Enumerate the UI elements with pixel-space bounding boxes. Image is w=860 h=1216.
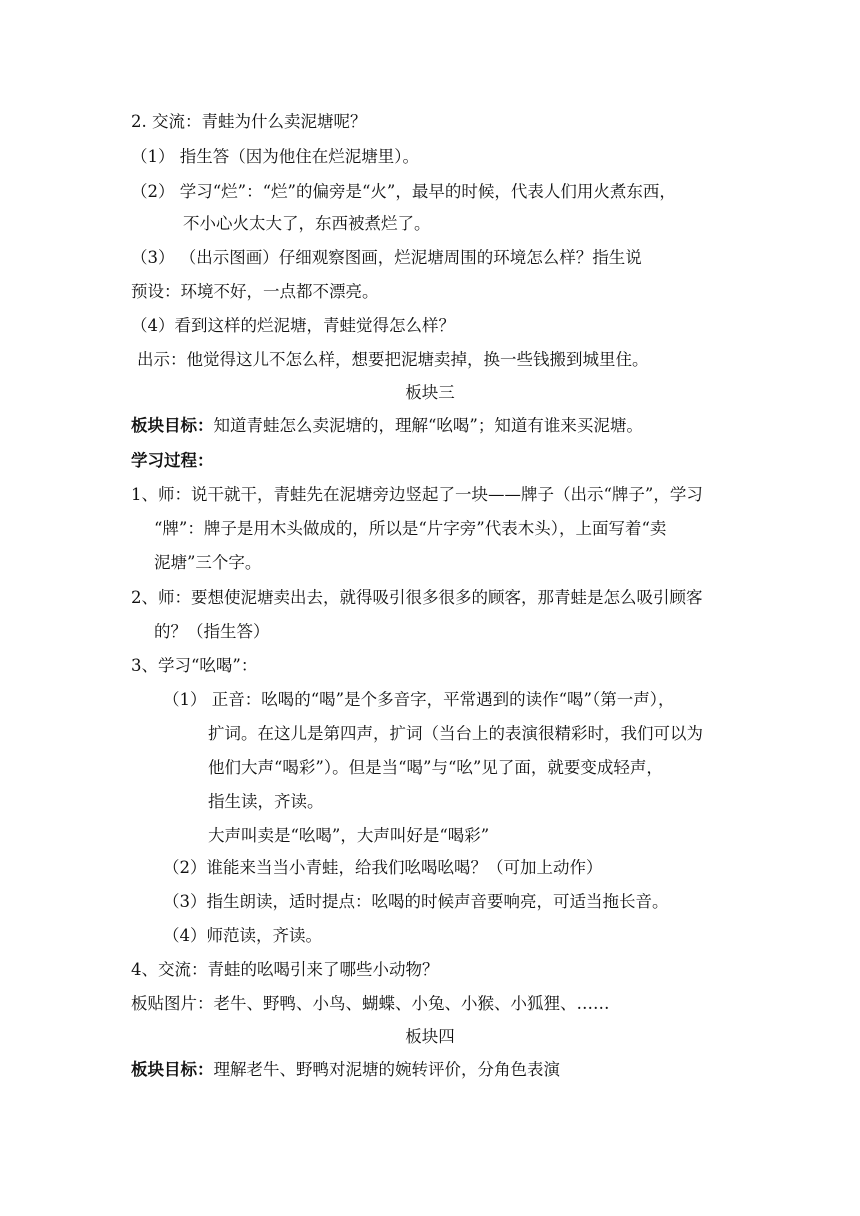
step-3-sub-1-cont-a: 扩词。在这儿是第四声，扩词（当台上的表演很精彩时，我们可以为 xyxy=(208,724,703,743)
step-1: 1、师：说干就干，青蛙先在泥塘旁边竖起了一块——牌子（出示“牌子”，学习 xyxy=(131,485,703,504)
step-3-sub-2: （2）谁能来当当小青蛙，给我们吆喝吆喝？（可加上动作） xyxy=(163,858,603,877)
goal-text-4: 理解老牛、野鸭对泥塘的婉转评价，分角色表演 xyxy=(213,1060,560,1079)
step-3-sub-4: （4）师范读，齐读。 xyxy=(163,926,322,945)
section-3-goal xyxy=(131,415,643,437)
sub-item-4: （4）看到这样的烂泥塘，青蛙觉得怎么样？ xyxy=(131,316,455,335)
section-3-heading: 板块三 xyxy=(405,383,455,402)
learning-process-label: 学习过程： xyxy=(131,451,214,470)
goal-label: 板块目标： xyxy=(131,416,214,435)
step-3-sub-1-cont-b: 他们大声“喝彩”）。但是当“喝”与“吆”见了面，就要变成轻声， xyxy=(208,758,663,777)
step-3-sub-1-cont-c: 指生读，齐读。 xyxy=(208,792,324,811)
step-2-cont: 的？（指生答） xyxy=(154,622,270,641)
sub-item-3: （3） （出示图画）仔细观察图画，烂泥塘周围的环境怎么样？指生说 xyxy=(131,248,642,267)
preset-line: 预设：环境不好，一点都不漂亮。 xyxy=(131,282,379,301)
step-3-sub-1: （1） 正音：吆喝的“喝”是个多音字，平常遇到的读作“喝”（第一声）， xyxy=(163,690,675,709)
step-3-sub-1-note: 大声叫卖是“吆喝”，大声叫好是“喝彩” xyxy=(208,826,490,845)
sub-item-2-cont: 不小心火太大了，东西被煮烂了。 xyxy=(183,214,431,233)
step-3: 3、学习“吆喝”： xyxy=(131,656,258,675)
sub-item-1: （1） 指生答（因为他住在烂泥塘里）。 xyxy=(131,147,419,166)
sub-item-2: （2） 学习“烂”：“烂”的偏旁是“火”，最早的时候，代表人们用火煮东西， xyxy=(131,182,676,201)
step-3-sub-3: （3）指生朗读，适时提点：吆喝的时候声音要响亮，可适当拖长音。 xyxy=(163,892,669,911)
step-1-cont-a: “牌”：牌子是用木头做成的，所以是“片字旁”代表木头），上面写着“卖 xyxy=(154,519,667,538)
goal-label-4: 板块目标： xyxy=(131,1060,214,1079)
step-1-cont-b: 泥塘”三个字。 xyxy=(154,553,262,572)
item-2-exchange: 2. 交流：青蛙为什么卖泥塘呢？ xyxy=(131,112,367,131)
step-2: 2、师：要想使泥塘卖出去，就得吸引很多很多的顾客，那青蛙是怎么吸引顾客 xyxy=(131,588,703,607)
show-line: 出示：他觉得这儿不怎么样，想要把泥塘卖掉，换一些钱搬到城里住。 xyxy=(137,350,649,369)
section-4-heading: 板块四 xyxy=(405,1027,455,1046)
board-pictures: 板贴图片：老牛、野鸭、小鸟、蝴蝶、小兔、小猴、小狐狸、…… xyxy=(131,994,610,1013)
goal-text: 知道青蛙怎么卖泥塘的，理解“吆喝”；知道有谁来买泥塘。 xyxy=(213,416,643,435)
step-4: 4、交流：青蛙的吆喝引来了哪些小动物？ xyxy=(131,960,439,979)
section-4-goal xyxy=(131,1059,560,1081)
